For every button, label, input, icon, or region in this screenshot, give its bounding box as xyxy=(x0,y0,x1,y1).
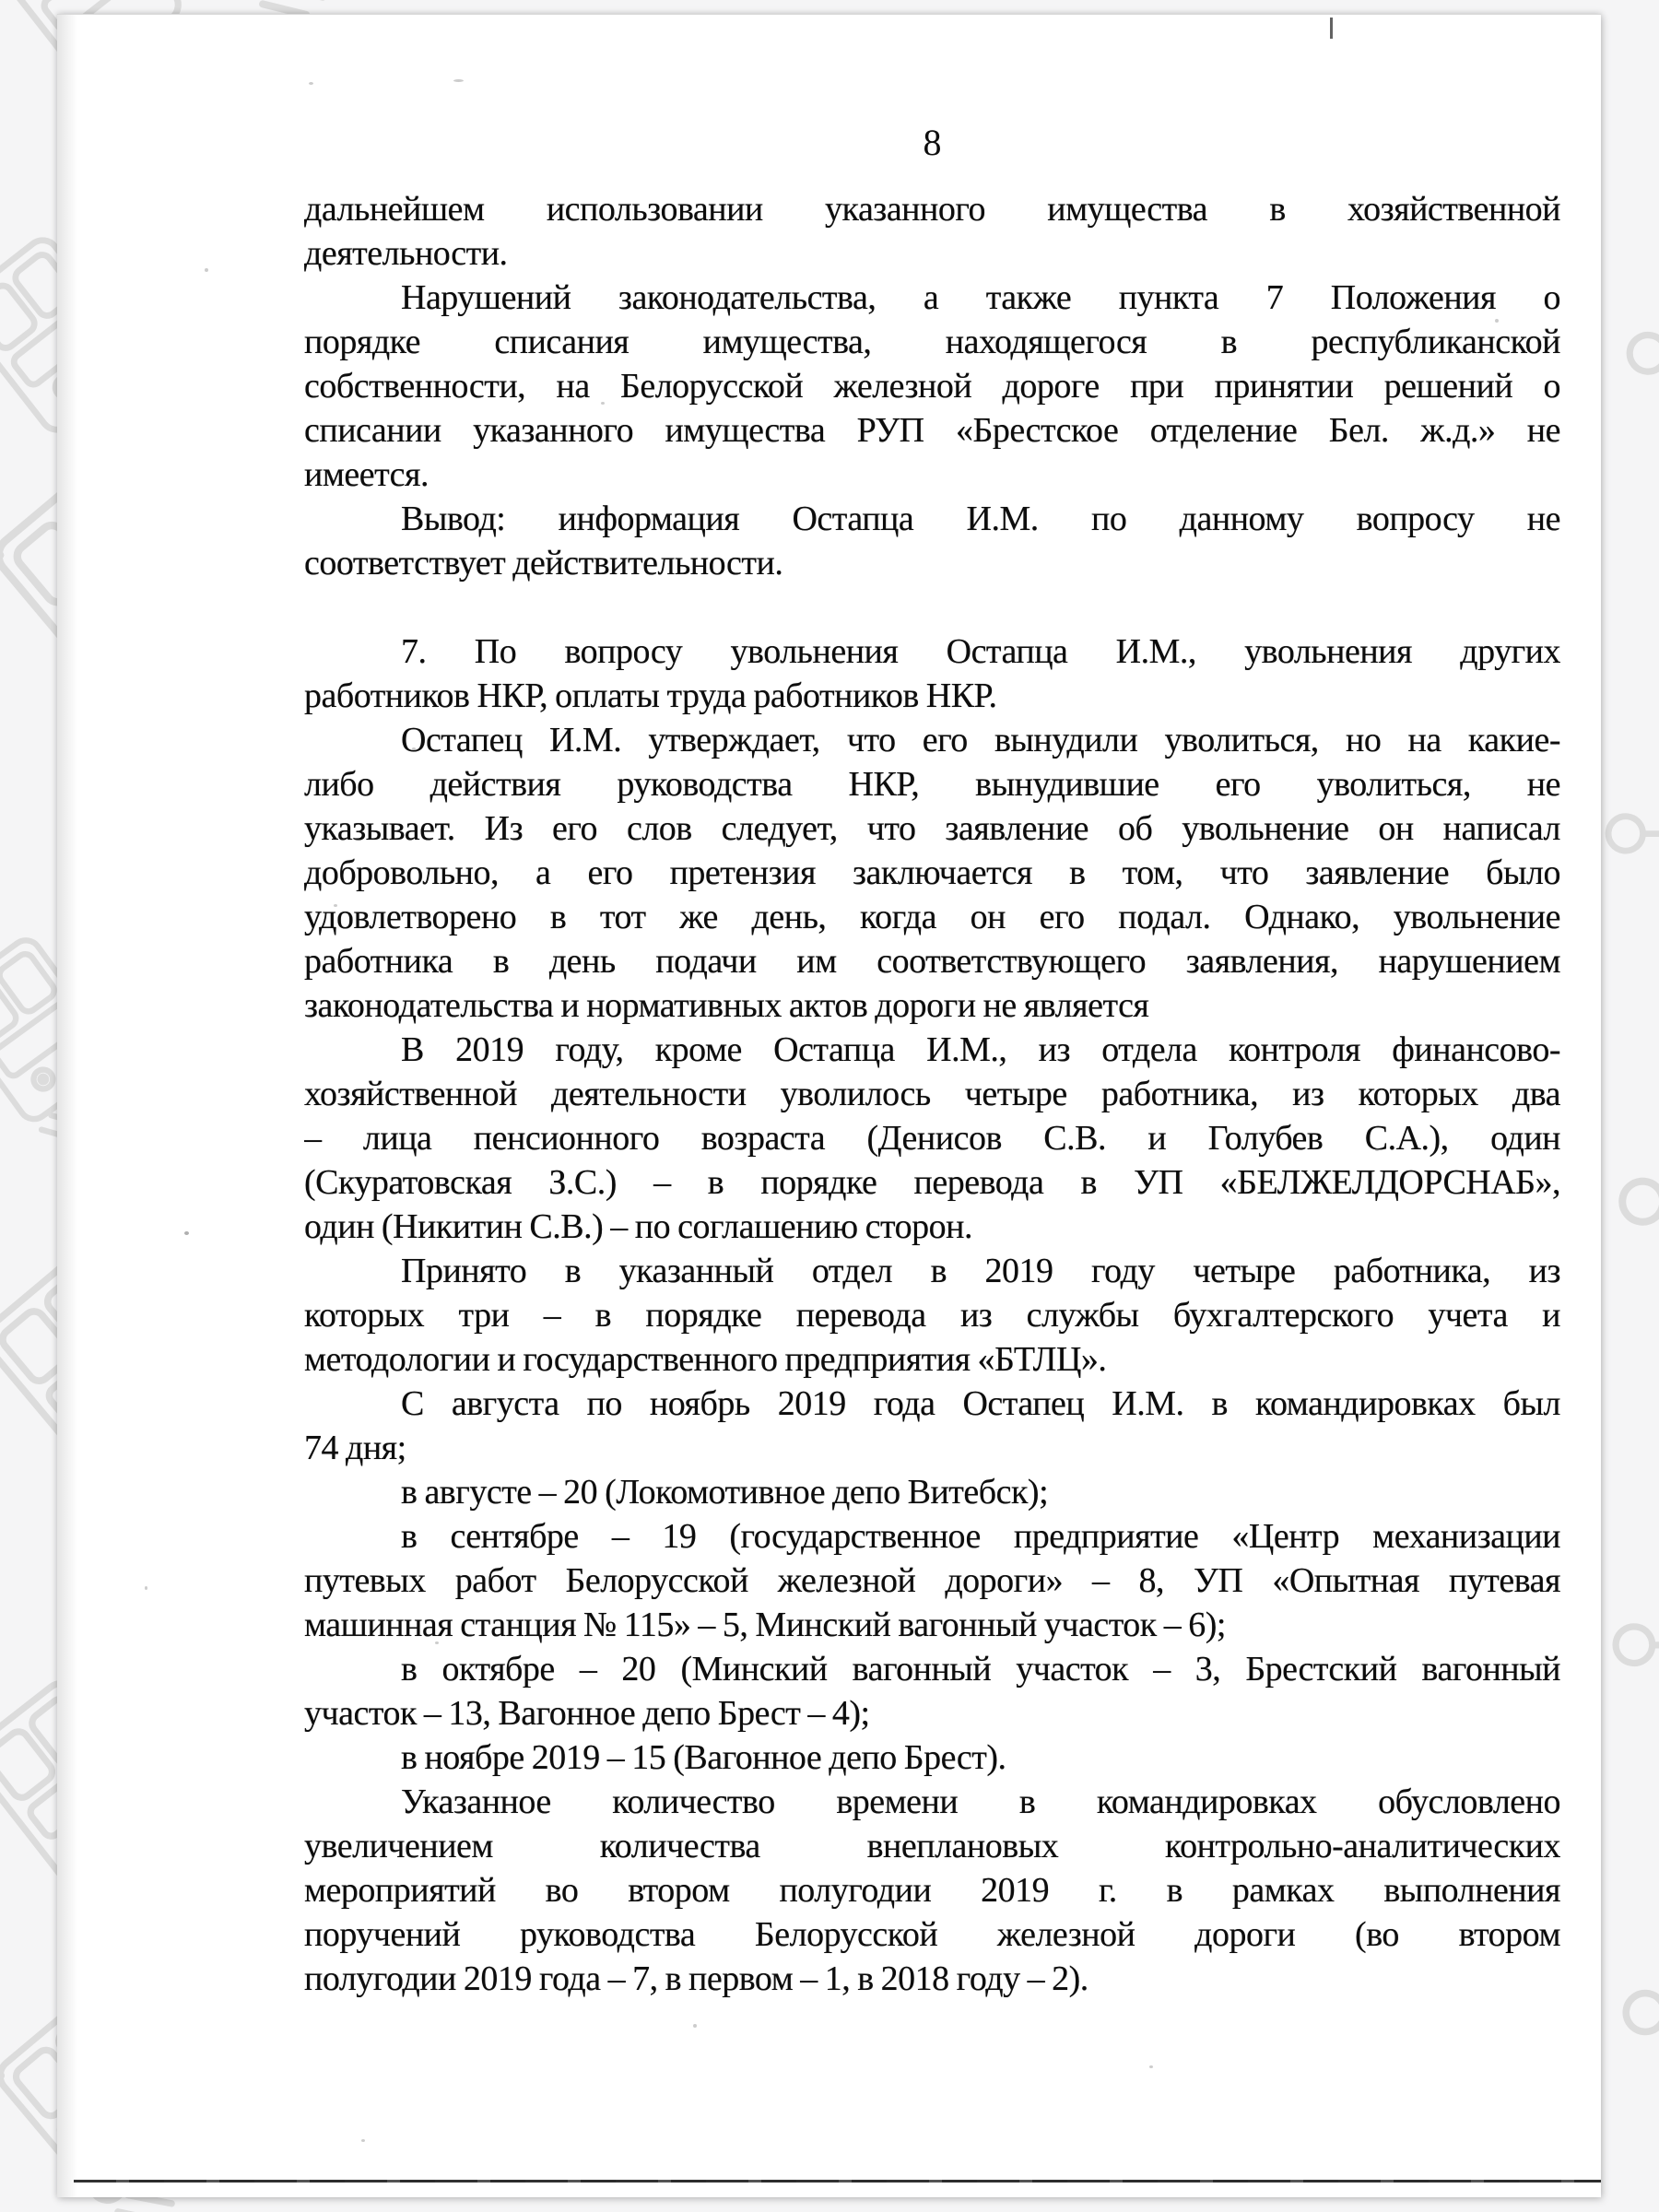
paragraph xyxy=(304,1514,1560,1647)
text-line: путевых работ Белорусской железной дороги» – 8, УП «Опытная путевая xyxy=(304,1561,1560,1600)
paragraph xyxy=(304,1470,1560,1514)
text-line: имеется. xyxy=(304,455,429,494)
text-line: в августе – 20 (Локомотивное депо Витебск); xyxy=(401,1473,1049,1512)
text-block xyxy=(304,187,1560,2001)
scan-speck xyxy=(601,402,605,405)
text-line: Указанное количество времени в командировках обусловлено xyxy=(401,1783,1560,1821)
text-line: участок – 13, Вагонное депо Брест – 4); xyxy=(304,1694,870,1733)
scan-speck xyxy=(707,794,710,797)
scan-artifact-bottom-line xyxy=(74,2180,1601,2183)
text-line: в сентябре – 19 (государственное предприятие «Центр механизации xyxy=(401,1517,1560,1556)
paragraph-spacer xyxy=(304,585,1560,629)
paragraph xyxy=(304,718,1560,1028)
scan-speck xyxy=(412,747,416,750)
text-line: 74 дня; xyxy=(304,1429,406,1467)
text-line: машинная станция № 115» – 5, Минский вагонный участок – 6); xyxy=(304,1606,1226,1644)
scan-speck xyxy=(693,2024,697,2028)
text-line: законодательства и нормативных актов дороги не является xyxy=(304,986,1149,1025)
scan-artifact-top-tick xyxy=(1330,18,1333,39)
paragraph xyxy=(304,1028,1560,1249)
page-number: 8 xyxy=(923,122,942,163)
text-line: полугодии 2019 года – 7, в первом – 1, в 2018 году – 2). xyxy=(304,1959,1088,1998)
scan-speck xyxy=(145,1586,147,1590)
text-line: поручений руководства Белорусской железной дороги (во втором xyxy=(304,1915,1560,1954)
text-line: один (Никитин С.В.) – по соглашению сторон. xyxy=(304,1207,972,1246)
scan-speck xyxy=(1375,1148,1379,1151)
text-line: в октябре – 20 (Минский вагонный участок – 3, Брестский вагонный xyxy=(401,1650,1560,1688)
text-line: которых три – в порядке перевода из службы бухгалтерского учета и xyxy=(304,1296,1560,1335)
paragraph xyxy=(304,187,1560,276)
text-line: списании указанного имущества РУП «Брестское отделение Бел. ж.д.» не xyxy=(304,411,1560,450)
paragraph xyxy=(304,1647,1560,1735)
text-line: либо действия руководства НКР, вынудившие его уволиться, не xyxy=(304,765,1560,804)
scan-speck xyxy=(334,904,337,907)
scan-speck xyxy=(453,79,464,82)
paragraph xyxy=(304,497,1560,585)
text-line: работников НКР, оплаты труда работников НКР. xyxy=(304,677,997,715)
text-line: С августа по ноябрь 2019 года Остапец И.М. в командировках был xyxy=(401,1384,1560,1423)
text-line: Остапец И.М. утверждает, что его вынудили уволиться, но на какие- xyxy=(401,721,1560,759)
text-line: 7. По вопросу увольнения Остапца И.М., увольнения других xyxy=(401,632,1560,671)
text-line: работника в день подачи им соответствующего заявления, нарушением xyxy=(304,942,1560,981)
scan-speck xyxy=(1149,2065,1153,2068)
text-line: методологии и государственного предприятия «БТЛЦ». xyxy=(304,1340,1107,1379)
text-line: в ноябре 2019 – 15 (Вагонное депо Брест). xyxy=(401,1738,1006,1777)
text-line: Вывод: информация Остапца И.М. по данному вопросу не xyxy=(401,500,1560,538)
text-line: хозяйственной деятельности уволилось четыре работника, из которых два xyxy=(304,1075,1560,1113)
text-line: (Скуратовская З.С.) – в порядке перевода в УП «БЕЛЖЕЛДОРСНАБ», xyxy=(304,1163,1560,1202)
text-line: дальнейшем использовании указанного имущества в хозяйственной xyxy=(304,190,1560,229)
text-line: Нарушений законодательства, а также пункта 7 Положения о xyxy=(401,278,1560,317)
document-page xyxy=(57,14,1601,2197)
text-line: порядке списания имущества, находящегося в республиканской xyxy=(304,323,1560,361)
scan-speck xyxy=(205,268,208,272)
text-line: В 2019 году, кроме Остапца И.М., из отдела контроля финансово- xyxy=(401,1030,1560,1069)
text-line: мероприятий во втором полугодии 2019 г. в рамках выполнения xyxy=(304,1871,1560,1910)
paragraph xyxy=(304,629,1560,718)
paragraph xyxy=(304,1780,1560,2001)
text-line: собственности, на Белорусской железной дороге при принятии решений о xyxy=(304,367,1560,406)
paragraph xyxy=(304,1249,1560,1382)
scan-speck xyxy=(1495,319,1499,323)
text-line: соответствует действительности. xyxy=(304,544,783,582)
scan-speck xyxy=(361,2139,365,2142)
paragraph xyxy=(304,1382,1560,1470)
text-line: удовлетворено в тот же день, когда он его подал. Однако, увольнение xyxy=(304,898,1560,936)
scan-speck xyxy=(184,1231,189,1235)
text-line: указывает. Из его слов следует, что заявление об увольнение он написал xyxy=(304,809,1560,848)
text-line: добровольно, а его претензия заключается в том, что заявление было xyxy=(304,853,1560,892)
text-line: увеличением количества внеплановых контрольно-аналитических xyxy=(304,1827,1560,1865)
text-line: – лица пенсионного возраста (Денисов С.В. и Голубев С.А.), один xyxy=(304,1119,1560,1158)
scan-speck xyxy=(309,82,313,85)
text-line: деятельности. xyxy=(304,234,508,273)
text-line: Принято в указанный отдел в 2019 году четыре работника, из xyxy=(401,1252,1560,1290)
paragraph xyxy=(304,1735,1560,1780)
scan-speck xyxy=(435,1641,439,1644)
paragraph xyxy=(304,276,1560,497)
